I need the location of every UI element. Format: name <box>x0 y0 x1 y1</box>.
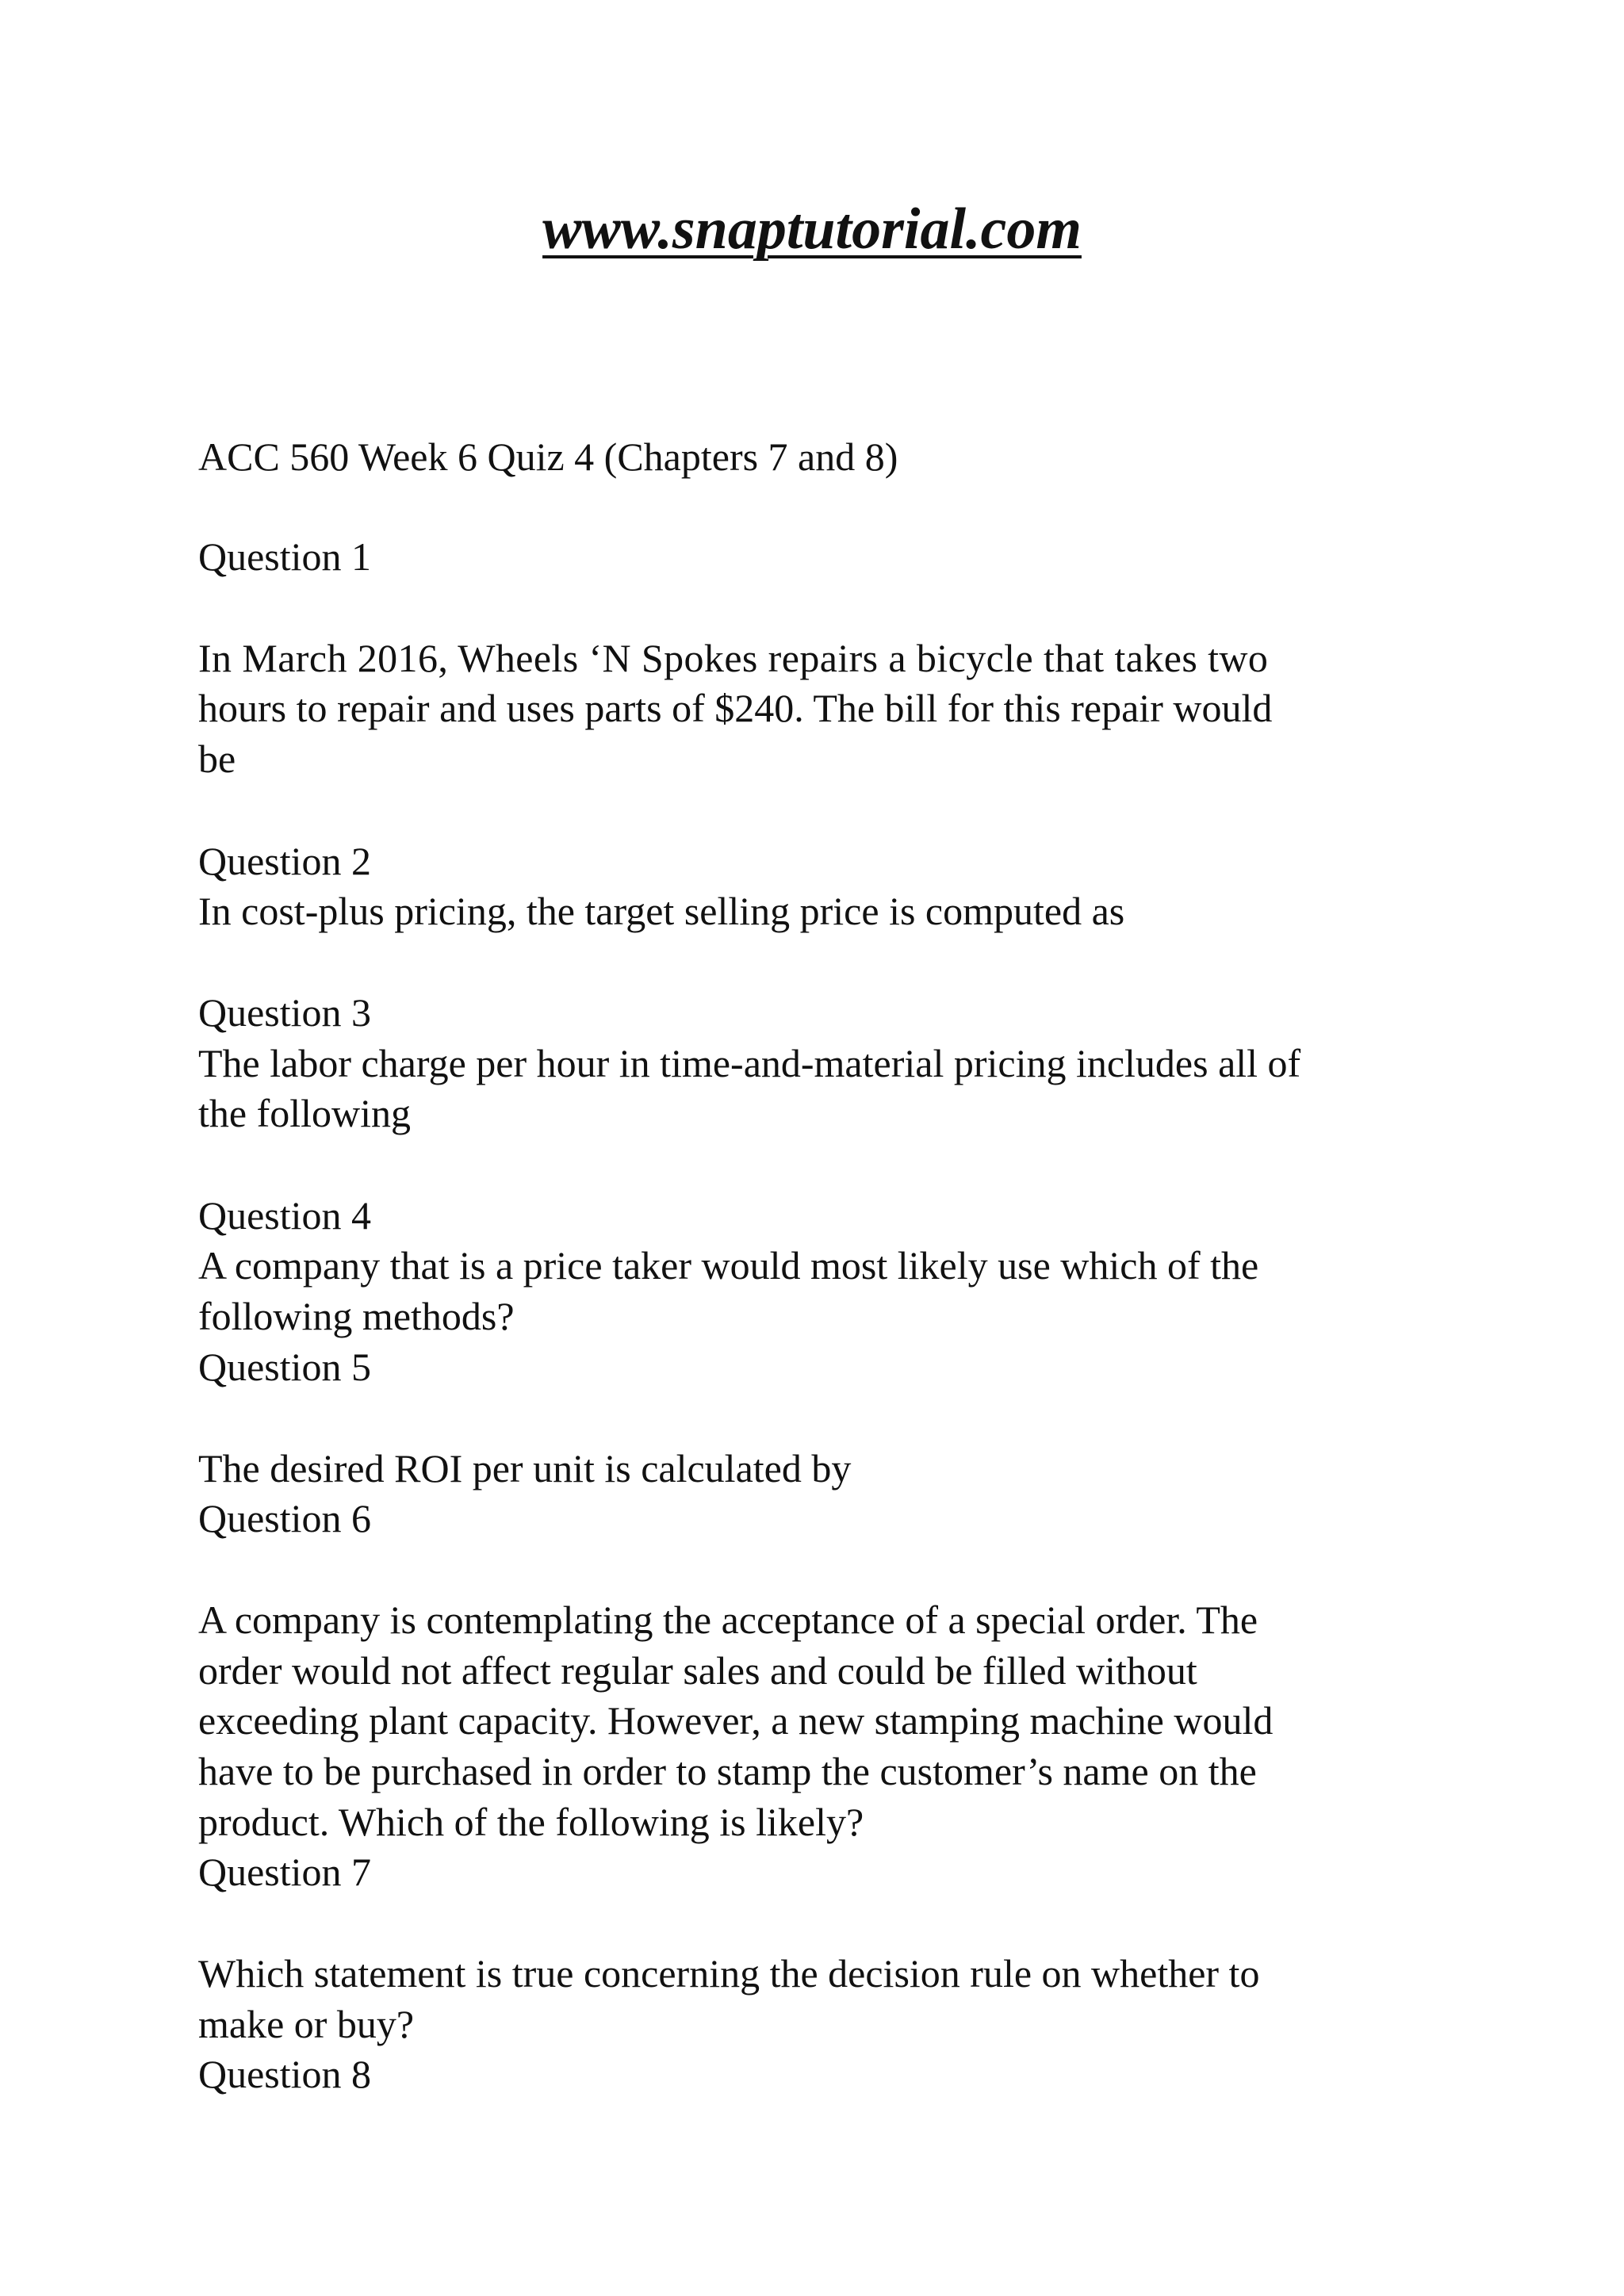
question-text-line: make or buy? <box>198 2002 415 2046</box>
question-text-line: product. Which of the following is likely? <box>198 1800 864 1844</box>
question-label: Question 1 <box>198 534 372 579</box>
question-text-line: A company that is a price taker would most likely use which of the <box>198 1243 1259 1288</box>
question-label: Question 6 <box>198 1496 372 1540</box>
question-text-line: The desired ROI per unit is calculated by <box>198 1446 852 1490</box>
question-text-line: Which statement is true concerning the decision rule on whether to <box>198 1951 1260 1996</box>
question-text-line: be <box>198 737 236 781</box>
site-link[interactable]: www.snaptutorial.com <box>542 197 1082 262</box>
question-label: Question 4 <box>198 1193 372 1238</box>
question-label: Question 2 <box>198 839 372 883</box>
question-text-line: following methods? <box>198 1294 515 1338</box>
question-label: Question 3 <box>198 990 372 1035</box>
question-text-line: In cost-plus pricing, the target selling price is computed as <box>198 889 1125 933</box>
question-label: Question 8 <box>198 2052 372 2096</box>
question-label: Question 7 <box>198 1850 372 1894</box>
question-text-line: In March 2016, Wheels ‘N Spokes repairs a bicycle that takes two <box>198 636 1269 680</box>
question-text-line: The labor charge per hour in time-and-material pricing includes all of <box>198 1041 1301 1085</box>
question-text-line: have to be purchased in order to stamp the customer’s name on the <box>198 1749 1257 1793</box>
question-text-line: A company is contemplating the acceptance of a special order. The <box>198 1598 1258 1642</box>
quiz-title: ACC 560 Week 6 Quiz 4 (Chapters 7 and 8) <box>198 434 898 479</box>
question-text-line: hours to repair and uses parts of $240. The bill for this repair would <box>198 686 1273 730</box>
question-text-line: the following <box>198 1091 412 1135</box>
question-text-line: order would not affect regular sales and could be filled without <box>198 1648 1197 1693</box>
question-text-line: exceeding plant capacity. However, a new stamping machine would <box>198 1698 1274 1743</box>
question-label: Question 5 <box>198 1345 372 1389</box>
